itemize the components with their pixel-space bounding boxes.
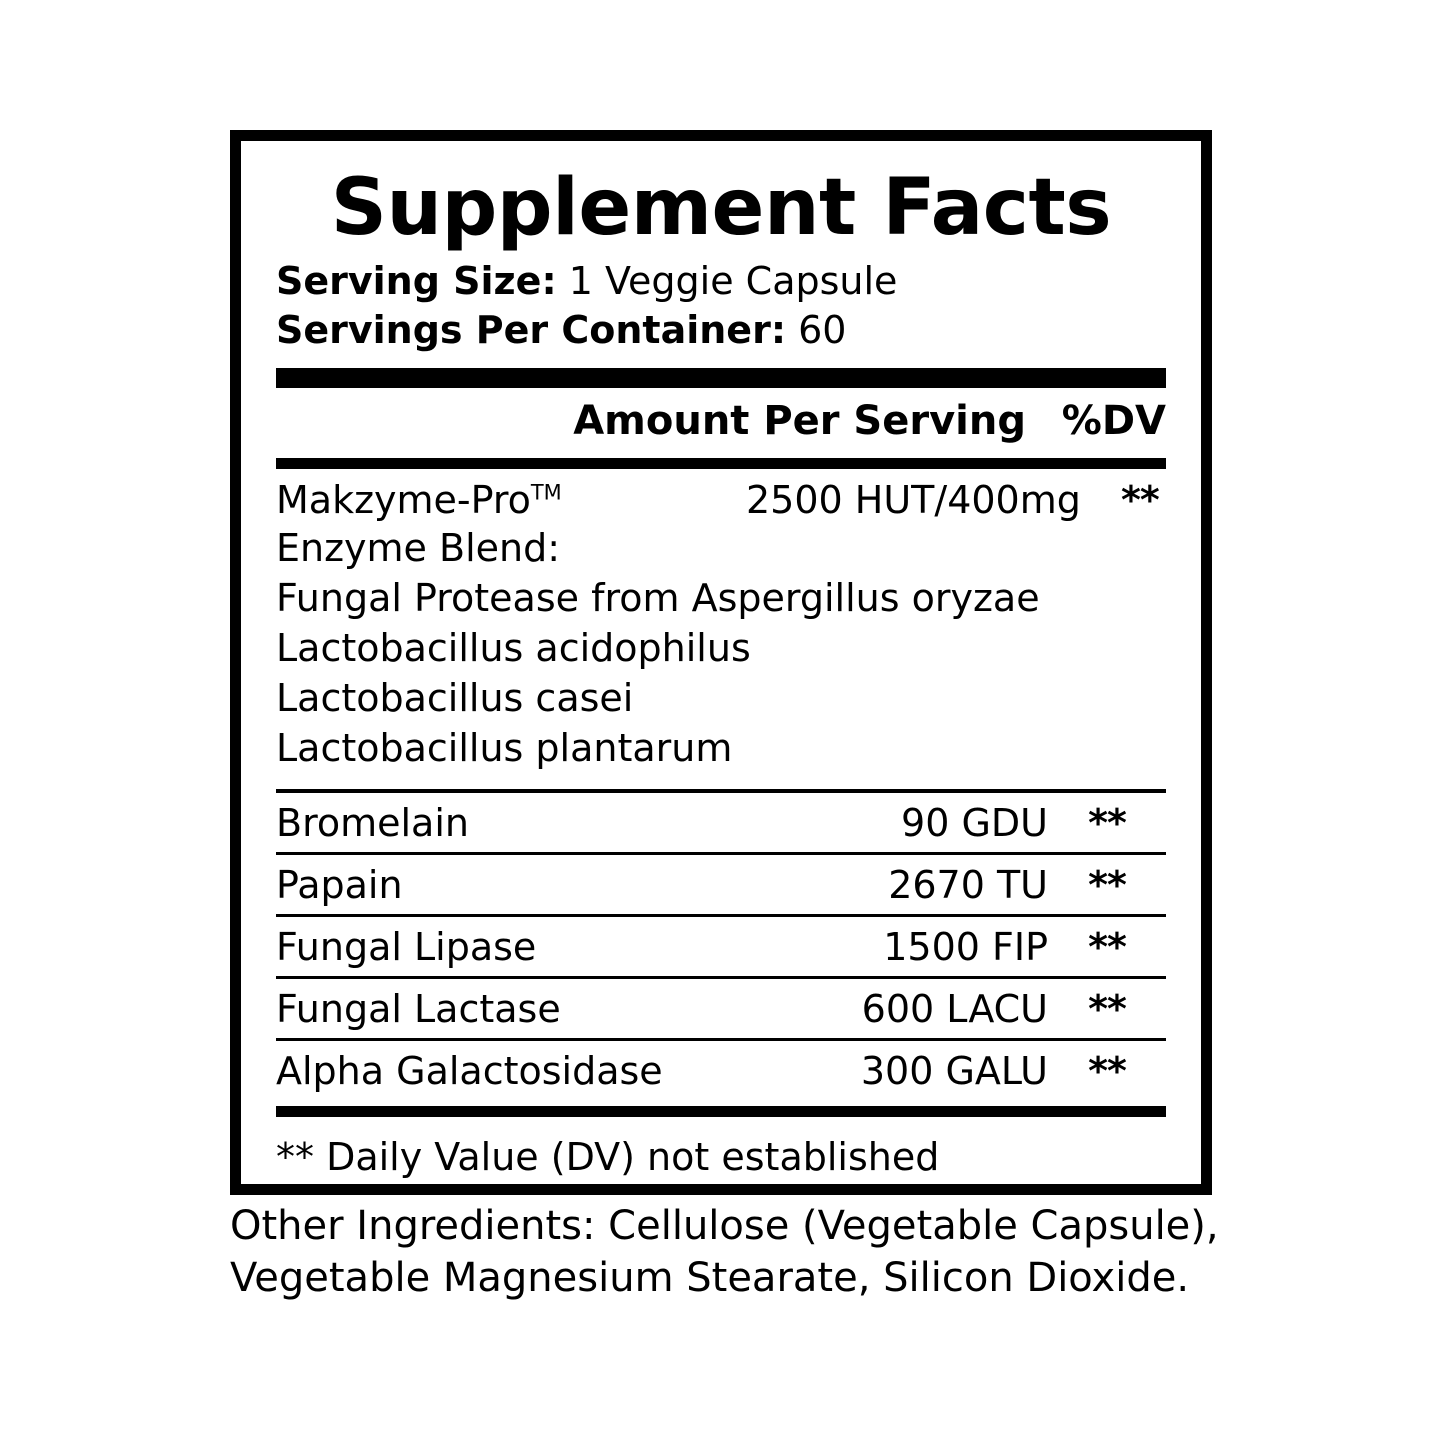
- ingredient-dv: **: [1088, 862, 1126, 907]
- enzyme-blend-subtitle: Enzyme Blend:: [276, 526, 561, 571]
- dv-header: %DV: [1061, 398, 1166, 445]
- blend-component: Lactobacillus plantarum: [276, 725, 733, 770]
- enzyme-blend-dv: **: [1120, 478, 1159, 523]
- supplement-facts-panel: [230, 130, 1212, 1195]
- ingredient-name: Fungal Lactase: [276, 986, 561, 1031]
- ingredient-name: Bromelain: [276, 800, 469, 845]
- ingredient-name: Papain: [276, 862, 403, 907]
- enzyme-blend-primary-row: [276, 477, 1166, 525]
- serving-size-line: [276, 257, 1171, 306]
- enzyme-blend-name: Makzyme-Pro™: [276, 478, 562, 523]
- ingredient-dv: **: [1088, 986, 1126, 1031]
- ingredient-dv: **: [1088, 924, 1126, 969]
- trademark-mark: TM: [530, 480, 562, 505]
- ingredient-amount: 2670 TU: [888, 862, 1048, 907]
- ingredient-dv: **: [1088, 1048, 1126, 1093]
- table-row: [276, 979, 1166, 1041]
- other-ingredients: Other Ingredients: Cellulose (Vegetable Capsule), Vegetable Magnesium Stearate, Silicon Dioxide.: [230, 1203, 1219, 1301]
- dv-footnote: ** Daily Value (DV) not established: [276, 1134, 940, 1179]
- table-row: [276, 793, 1166, 855]
- blend-component: Fungal Protease from Aspergillus oryzae: [276, 576, 1040, 620]
- ingredient-amount: 300 GALU: [860, 1048, 1048, 1093]
- rule-above-footnote: [276, 1106, 1166, 1117]
- ingredient-name: Fungal Lipase: [276, 924, 537, 969]
- table-row: [276, 855, 1166, 917]
- serving-size-value: 1 Veggie Capsule: [568, 259, 898, 303]
- blend-component: Lactobacillus acidophilus: [276, 625, 751, 670]
- enzyme-blend-block: [271, 469, 1171, 772]
- ingredient-dv: **: [1088, 800, 1126, 845]
- table-row: [276, 1041, 1166, 1100]
- blend-component: Lactobacillus casei: [276, 675, 634, 720]
- ingredient-amount: 90 GDU: [901, 800, 1048, 845]
- ingredients-table: [276, 793, 1166, 1100]
- rule-thick-top: [276, 368, 1166, 388]
- ingredient-name: Alpha Galactosidase: [276, 1048, 663, 1093]
- ingredient-amount: 600 LACU: [861, 986, 1048, 1031]
- panel-title: Supplement Facts: [330, 163, 1112, 253]
- ingredient-amount: 1500 FIP: [883, 924, 1048, 969]
- column-headers: [271, 388, 1171, 452]
- serving-size-label: Serving Size:: [276, 259, 557, 303]
- amount-per-serving-header: Amount Per Serving: [573, 398, 1026, 445]
- rule-med-under-headers: [276, 458, 1166, 469]
- servings-per-container-line: [276, 306, 1171, 355]
- servings-per-container-value: 60: [798, 307, 847, 352]
- table-row: [276, 917, 1166, 979]
- enzyme-blend-amount: 2500 HUT/400mg: [746, 478, 1081, 523]
- servings-per-container-label: Servings Per Container:: [276, 307, 787, 352]
